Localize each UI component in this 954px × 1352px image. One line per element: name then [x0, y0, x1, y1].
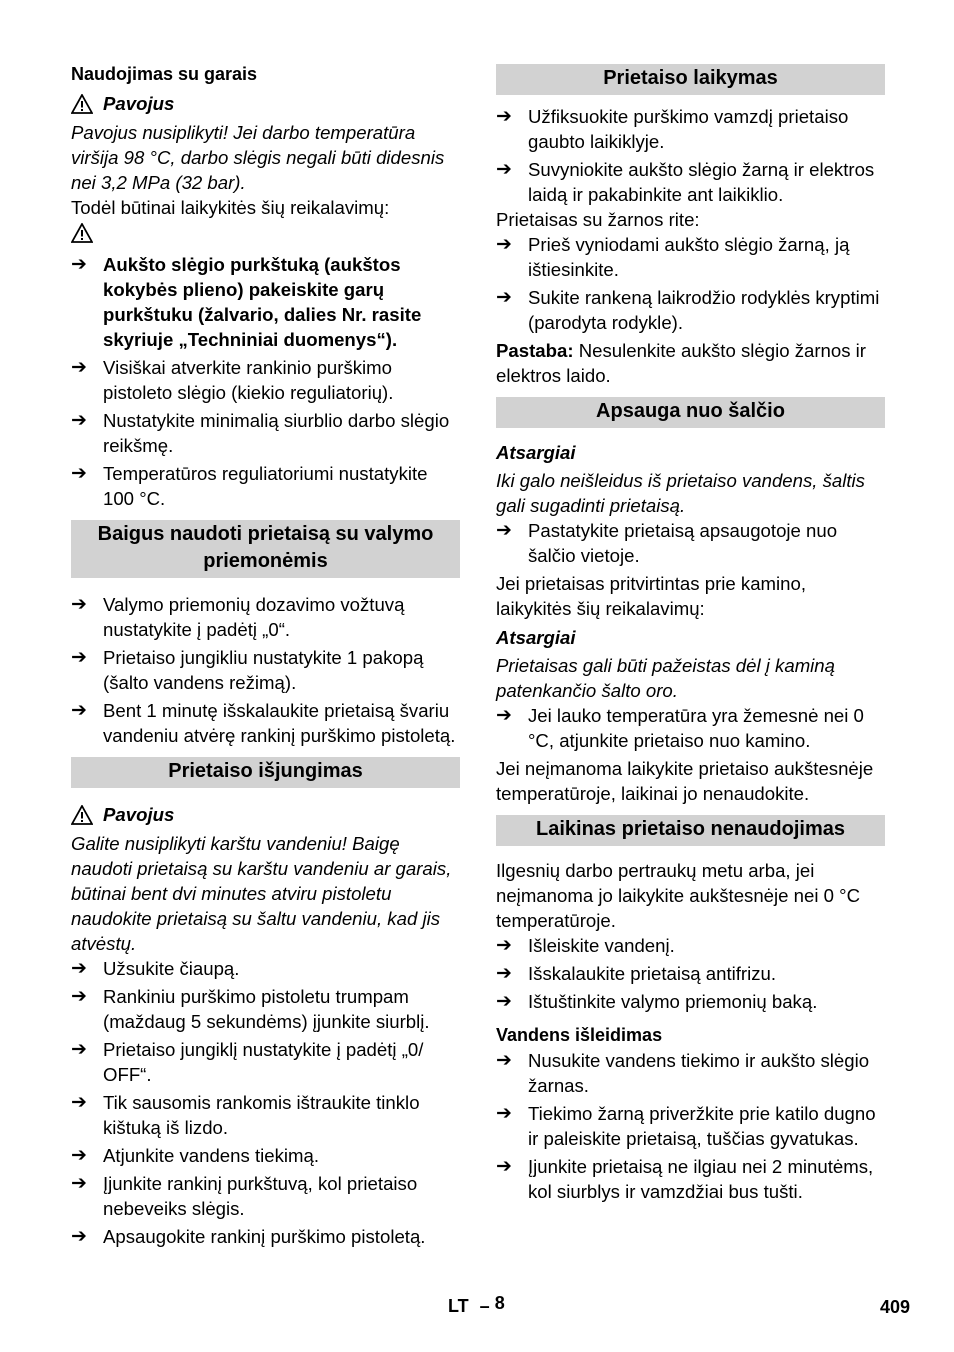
frost-note: Jei neįmanoma laikykite prietaiso aukštesnėje temperatūroje, laikinai jo nenaudokite. [496, 758, 874, 804]
arrow-right-icon: ➔ [496, 705, 512, 726]
warning-triangle-icon [71, 805, 93, 825]
arrow-right-icon: ➔ [496, 935, 512, 956]
list-item: ➔ Nustatykite minimalią siurblio darbo slėgio reikšmę. [71, 410, 450, 456]
arrow-right-icon: ➔ [71, 700, 87, 721]
list-item: ➔ Įjunkite rankinį purkštuvą, kol prietaiso nebeveiks slėgis. [71, 1173, 418, 1219]
list-item: ➔ Užsukite čiaupą. [71, 958, 240, 979]
danger-label [71, 802, 460, 827]
list-item: ➔ Visiškai atverkite rankinio purškimo pistoleto slėgio (kiekio reguliatorių). [71, 357, 394, 403]
list-item: ➔ Išskalaukite prietaisą antifrizu. [496, 963, 777, 984]
arrow-right-icon: ➔ [71, 958, 87, 979]
arrow-right-icon: ➔ [496, 159, 512, 180]
list-item: ➔ Pastatykite prietaisą apsaugotoje nuo šalčio vietoje. [496, 520, 838, 566]
list-item: ➔ Atjunkite vandens tiekimą. [71, 1145, 320, 1166]
list-item: ➔ Aukšto slėgio purkštuką (aukštos kokybės plieno) pakeiskite garų purkštuku (žalvario, dalies Nr. rasite skyriuje „Techniniai duomenys“). [71, 254, 422, 350]
list-item: ➔ Apsaugokite rankinį purškimo pistoletą. [71, 1226, 426, 1247]
arrow-right-icon: ➔ [71, 1092, 87, 1113]
note-text: Nesulenkite aukšto slėgio žarnos ir elektros laido. [496, 340, 867, 386]
list-item: ➔ Bent 1 minutę išskalaukite prietaisą švariu vandeniu atvėrę rankinį purškimo pistoletą. [71, 700, 456, 746]
warning-triangle-icon [71, 94, 93, 114]
list-item: ➔ Ištuštinkite valymo priemonių baką. [496, 991, 818, 1012]
arrow-right-icon: ➔ [71, 1145, 87, 1166]
arrow-right-icon: ➔ [496, 106, 512, 127]
arrow-right-icon: ➔ [496, 963, 512, 984]
right-column [496, 64, 885, 1204]
left-column [71, 62, 460, 1249]
section-header: Apsauga nuo šalčio [496, 397, 885, 428]
arrow-right-icon: ➔ [71, 410, 87, 431]
arrow-right-icon: ➔ [71, 463, 87, 484]
list-item: ➔ Suvyniokite aukšto slėgio žarną ir elektros laidą ir pakabinkite ant laikiklio. [496, 159, 875, 205]
arrow-right-icon: ➔ [71, 357, 87, 378]
list-item: ➔ Temperatūros reguliatoriumi nustatykite 100 °C. [71, 463, 428, 509]
heading-steam: Naudojimas su garais [71, 64, 258, 84]
list-item: ➔ Jei lauko temperatūra yra žemesnė nei 0 °C, atjunkite prietaiso nuo kamino. [496, 705, 864, 751]
list-item: ➔ Įjunkite prietaisą ne ilgiau nei 2 minutėms, kol siurblys ir vamzdžiai bus tušti. [496, 1156, 874, 1202]
arrow-right-icon: ➔ [71, 1173, 87, 1194]
arrow-right-icon: ➔ [496, 520, 512, 541]
arrow-right-icon: ➔ [71, 1226, 87, 1247]
list-item: ➔ Valymo priemonių dozavimo vožtuvą nustatykite į padėtį „0“. [71, 594, 405, 640]
warning-only [71, 220, 460, 249]
list-item: ➔ Rankiniu purškimo pistoletu trumpam (maždaug 5 sekundėms) įjunkite siurblį. [71, 986, 430, 1032]
footer-language [448, 1293, 505, 1317]
warning-triangle-icon [71, 223, 93, 243]
list-item: ➔ Sukite rankeną laikrodžio rodyklės kryptimi (parodyta rodykle). [496, 287, 880, 333]
arrow-right-icon: ➔ [496, 1156, 512, 1177]
arrow-right-icon: ➔ [496, 287, 512, 308]
footer-dash: – [479, 1296, 490, 1316]
section-header: Prietaiso laikymas [496, 64, 885, 95]
note-text: Todėl būtinai laikykitės šių reikalavimų: [71, 197, 390, 218]
list-item: ➔ Nusukite vandens tiekimo ir aukšto slėgio žarnas. [496, 1050, 870, 1096]
danger-label-text: Pavojus [103, 93, 175, 114]
arrow-right-icon: ➔ [496, 1050, 512, 1071]
footer-local-page: 8 [494, 1293, 505, 1313]
arrow-right-icon: ➔ [71, 647, 87, 668]
section-header: Laikinas prietaiso nenaudojimas [496, 815, 885, 846]
caution-text: Iki galo neišleidus iš prietaiso vandens, šaltis gali sugadinti prietaisą. [496, 470, 865, 516]
list-item: ➔ Tik sausomis rankomis ištraukite tinklo kištuką iš lizdo. [71, 1092, 420, 1138]
note-paragraph [496, 338, 885, 388]
arrow-right-icon: ➔ [71, 1039, 87, 1060]
list-item: ➔ Prietaiso jungiklį nustatykite į padėtį „0/ OFF“. [71, 1039, 424, 1085]
page-number: 409 [880, 1297, 911, 1317]
danger-label [71, 91, 460, 116]
list-item: ➔ Tiekimo žarną priveržkite prie katilo dugno ir paleiskite prietaisą, tuščias gyvatukas. [496, 1103, 876, 1149]
arrow-right-icon: ➔ [71, 254, 87, 275]
heading-drain: Vandens išleidimas [496, 1025, 663, 1045]
section-header: Baigus naudoti prietaisą su valymo priemonėmis [71, 520, 460, 578]
danger-text: Galite nusiplikyti karštu vandeniu! Baigę naudoti prietaisą su karštu vandeniu ar garais, būtinai bent dvi minutes atviru pistoletu naudokite prietaisą su šaltu vandeniu, kad jis atvėstų. [71, 833, 452, 954]
caution-label: Atsargiai [496, 627, 576, 648]
danger-label-text: Pavojus [103, 804, 175, 825]
arrow-right-icon: ➔ [496, 1103, 512, 1124]
list-item: ➔ Išleiskite vandenį. [496, 935, 675, 956]
chimney-note: Jei prietaisas pritvirtintas prie kamino, laikykitės šių reikalavimų: [496, 573, 807, 619]
list-item: ➔ Prietaiso jungikliu nustatykite 1 pakopą (šalto vandens režimą). [71, 647, 424, 693]
list-item: ➔ Prieš vyniodami aukšto slėgio žarną, ją ištiesinkite. [496, 234, 850, 280]
note-label: Pastaba: [496, 340, 574, 361]
idle-text: Ilgesnių darbo pertraukų metu arba, jei neįmanoma jo laikykite aukštesnėje nei 0 °C temperatūroje. [496, 860, 861, 931]
caution-label: Atsargiai [496, 442, 576, 463]
arrow-right-icon: ➔ [71, 986, 87, 1007]
footer-lang: LT [448, 1296, 469, 1316]
arrow-right-icon: ➔ [71, 594, 87, 615]
arrow-right-icon: ➔ [496, 234, 512, 255]
caution-text: Prietaisas gali būti pažeistas dėl į kaminą patenkančio šalto oro. [496, 655, 835, 701]
list-item: ➔ Užfiksuokite purškimo vamzdį prietaiso gaubto laikiklyje. [496, 106, 849, 152]
section-header: Prietaiso išjungimas [71, 757, 460, 788]
reel-note: Prietaisas su žarnos rite: [496, 209, 700, 230]
danger-text: Pavojus nusiplikyti! Jei darbo temperatūra viršija 98 °C, darbo slėgis negali būti didesnis nei 3,2 MPa (32 bar). [71, 122, 445, 193]
arrow-right-icon: ➔ [496, 991, 512, 1012]
